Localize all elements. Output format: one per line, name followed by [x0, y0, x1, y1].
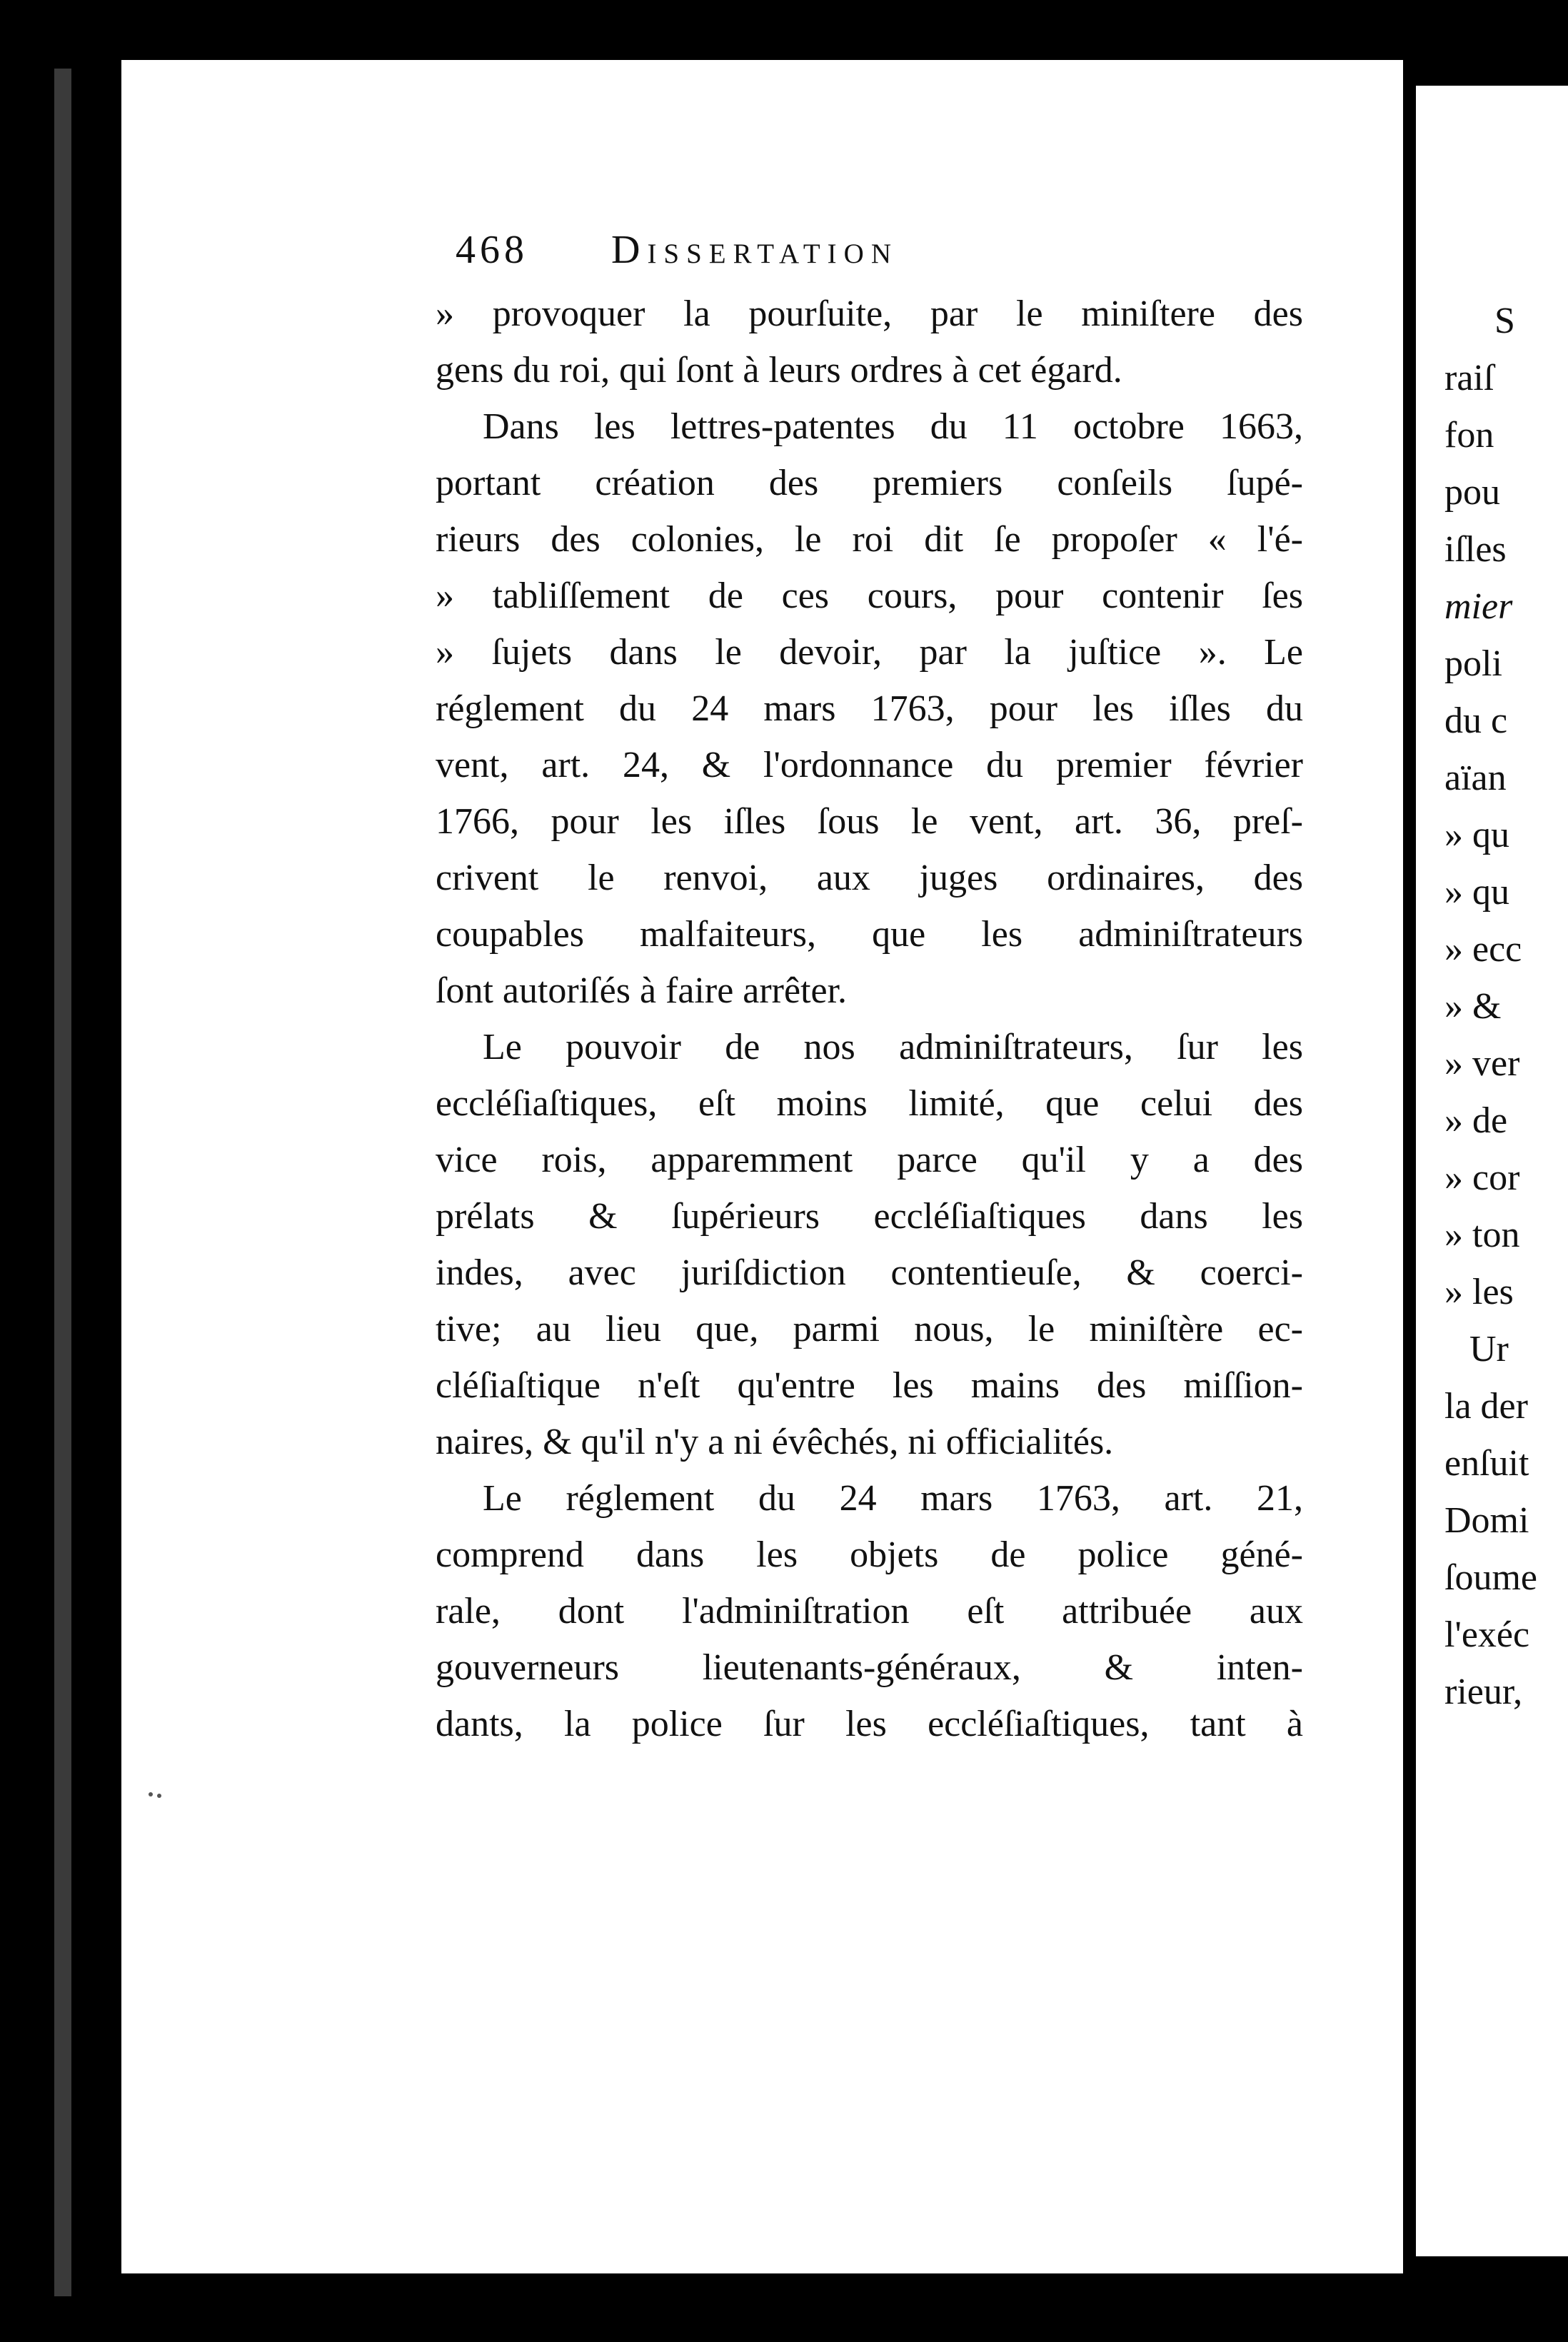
right-line: l'exéc — [1444, 1614, 1530, 1655]
right-line: la der — [1444, 1386, 1528, 1427]
right-line: iſles — [1444, 529, 1507, 570]
text-line: » tabliſſement de ces cours, pour contenir ſes — [436, 576, 1303, 616]
text-line: vice rois, apparemment parce qu'il y a des — [436, 1140, 1303, 1180]
right-line: poli — [1444, 643, 1502, 684]
text-line: » ſujets dans le devoir, par la juſtice ». Le — [436, 632, 1303, 673]
right-line: » de — [1444, 1100, 1508, 1141]
right-line: » qu — [1444, 872, 1509, 913]
text-line: ſont autoriſés à faire arrêter. — [436, 970, 848, 1011]
text-line: Le réglement du 24 mars 1763, art. 21, — [483, 1478, 1303, 1519]
right-line: mier — [1444, 586, 1513, 627]
text-line: dants, la police ſur les eccléſiaſtiques, tant à — [436, 1704, 1303, 1744]
right-line: rieur, — [1444, 1672, 1523, 1712]
text-line: gouverneurs lieutenants-généraux, & inten- — [436, 1647, 1303, 1688]
text-line: prélats & ſupérieurs eccléſiaſtiques dans les — [436, 1196, 1303, 1237]
right-line: du c — [1444, 700, 1508, 741]
text-line: » provoquer la pourſuite, par le miniſtere des — [436, 293, 1303, 334]
right-line: » les — [1444, 1272, 1514, 1312]
right-line: » ver — [1444, 1043, 1520, 1084]
running-title: Dissertation — [611, 228, 898, 272]
right-line: ſoume — [1444, 1557, 1537, 1598]
ink-speck — [157, 1794, 161, 1798]
text-line: Le pouvoir de nos adminiſtrateurs, ſur les — [483, 1027, 1303, 1067]
text-line: naires, & qu'il n'y a ni évêchés, ni officialités. — [436, 1422, 1114, 1462]
text-line: rale, dont l'adminiſtration eſt attribuée aux — [436, 1591, 1303, 1632]
body-text — [436, 286, 1303, 1752]
page-gutter — [1403, 57, 1416, 2285]
text-line: tive; au lieu que, parmi nous, le miniſtère ec- — [436, 1309, 1303, 1350]
text-line: cléſiaſtique n'eſt qu'entre les mains des miſſion- — [436, 1365, 1303, 1406]
right-page — [1416, 86, 1568, 2256]
ink-speck — [149, 1792, 153, 1796]
text-line: Dans les lettres-patentes du 11 octobre 1663, — [483, 406, 1303, 447]
right-line: fon — [1444, 415, 1494, 456]
right-line: » ton — [1444, 1215, 1520, 1255]
right-line: S — [1494, 301, 1515, 341]
text-line: gens du roi, qui ſont à leurs ordres à cet égard. — [436, 350, 1122, 391]
text-line: vent, art. 24, & l'ordonnance du premier février — [436, 745, 1303, 785]
right-line: aïan — [1444, 758, 1507, 798]
text-line: réglement du 24 mars 1763, pour les iſles du — [436, 688, 1303, 729]
right-line: » & — [1444, 986, 1502, 1027]
text-line: 1766, pour les iſles ſous le vent, art. 36, preſ- — [436, 801, 1303, 842]
text-line: comprend dans les objets de police géné- — [436, 1534, 1303, 1575]
running-header — [456, 227, 898, 273]
page-number: 468 — [456, 228, 528, 272]
text-line: eccléſiaſtiques, eſt moins limité, que celui des — [436, 1083, 1303, 1124]
right-line: enſuit — [1444, 1443, 1529, 1484]
right-line: » qu — [1444, 815, 1509, 855]
book-edge — [54, 69, 71, 2296]
right-line: » cor — [1444, 1157, 1520, 1198]
right-line: pou — [1444, 472, 1500, 513]
right-line: raiſ — [1444, 358, 1494, 398]
right-line: » ecc — [1444, 929, 1522, 970]
text-line: coupables malfaiteurs, que les adminiſtrateurs — [436, 914, 1303, 955]
text-line: portant création des premiers conſeils ſupé- — [436, 463, 1303, 503]
right-line: Ur — [1469, 1329, 1509, 1369]
right-line: Domi — [1444, 1500, 1529, 1541]
text-line: indes, avec juriſdiction contentieuſe, & coerci- — [436, 1252, 1303, 1293]
text-line: crivent le renvoi, aux juges ordinaires, des — [436, 858, 1303, 898]
text-line: rieurs des colonies, le roi dit ſe propoſer « l'é- — [436, 519, 1303, 560]
